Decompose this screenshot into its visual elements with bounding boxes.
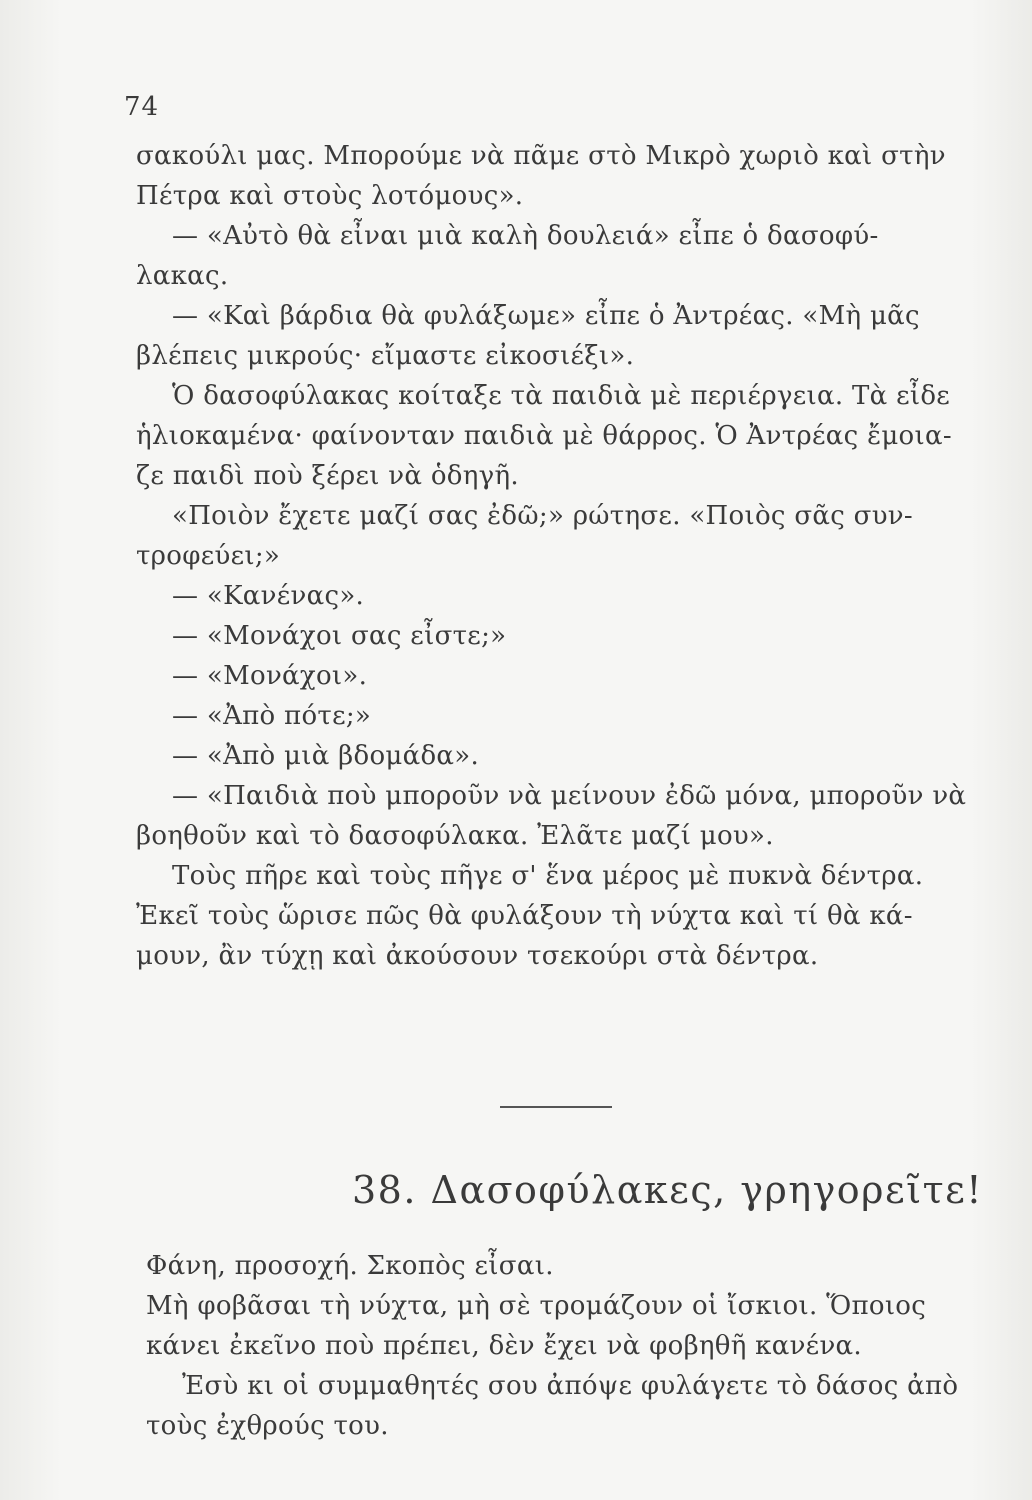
page-number: 74 (124, 92, 160, 122)
dialogue-line: — «Κανένας». (172, 581, 365, 611)
text-line: Ὁ δασοφύλακας κοίταξε τὰ παιδιὰ μὲ περιέργεια. Τὰ εἶδε (172, 381, 951, 411)
text-line: Φάνη, προσοχή. Σκοπὸς εἶσαι. (146, 1251, 554, 1281)
dialogue-line: — «Μονάχοι σας εἶστε;» (172, 621, 507, 651)
text-line: βοηθοῦν καὶ τὸ δασοφύλακα. Ἐλᾶτε μαζί μου». (136, 821, 774, 851)
section-title: 38. Δασοφύλακες, γρηγορεῖτε! (352, 1168, 984, 1212)
text-line: τροφεύει;» (136, 541, 281, 571)
text-line: Τοὺς πῆρε καὶ τοὺς πῆγε σ' ἕνα μέρος μὲ πυκνὰ δέντρα. (172, 861, 924, 891)
dialogue-line: — «Μονάχοι». (172, 661, 368, 691)
text-line: τοὺς ἐχθρούς του. (146, 1411, 389, 1441)
text-line: «Ποιὸν ἔχετε μαζί σας ἐδῶ;» ρώτησε. «Ποιὸς σᾶς συν- (172, 501, 914, 531)
text-line: Ἐσὺ κι οἱ συμμαθητές σου ἀπόψε φυλάγετε τὸ δάσος ἀπὸ (182, 1371, 959, 1401)
text-line: σακούλι μας. Μπορούμε νὰ πᾶμε στὸ Μικρὸ χωριὸ καὶ στὴν (136, 141, 946, 171)
text-line: κάνει ἐκεῖνο ποὺ πρέπει, δὲν ἔχει νὰ φοβηθῆ κανένα. (146, 1331, 862, 1361)
text-line: ἡλιοκαμένα· φαίνονταν παιδιὰ μὲ θάρρος. Ὁ Ἀντρέας ἔμοια- (136, 421, 952, 451)
section-text (146, 1246, 976, 1446)
dialogue-line: — «Ἀπὸ μιὰ βδομάδα». (172, 741, 480, 771)
story-text (136, 136, 966, 976)
text-line: μουν, ἂν τύχῃ καὶ ἀκούσουν τσεκούρι στὰ δέντρα. (136, 941, 819, 971)
text-line: ζε παιδὶ ποὺ ξέρει νὰ ὁδηγῆ. (136, 461, 519, 491)
section-divider (500, 1106, 612, 1108)
dialogue-line: — «Αὐτὸ θὰ εἶναι μιὰ καλὴ δουλειά» εἶπε ὁ δασοφύ- (172, 221, 879, 251)
text-line: Πέτρα καὶ στοὺς λοτόμους». (136, 181, 524, 211)
dialogue-line: — «Παιδιὰ ποὺ μποροῦν νὰ μείνουν ἐδῶ μόνα, μποροῦν νὰ (172, 781, 967, 811)
dialogue-line: — «Ἀπὸ πότε;» (172, 701, 372, 731)
text-line: λακας. (136, 261, 229, 291)
dialogue-line: — «Καὶ βάρδια θὰ φυλάξωμε» εἶπε ὁ Ἀντρέας. «Μὴ μᾶς (172, 301, 920, 331)
text-line: βλέπεις μικρούς· εἴμαστε εἰκοσιέξι». (136, 341, 635, 371)
text-line: Ἐκεῖ τοὺς ὥρισε πῶς θὰ φυλάξουν τὴ νύχτα καὶ τί θὰ κά- (136, 901, 913, 931)
text-line: Μὴ φοβᾶσαι τὴ νύχτα, μὴ σὲ τρομάζουν οἱ ἴσκιοι. Ὅποιος (146, 1291, 927, 1321)
